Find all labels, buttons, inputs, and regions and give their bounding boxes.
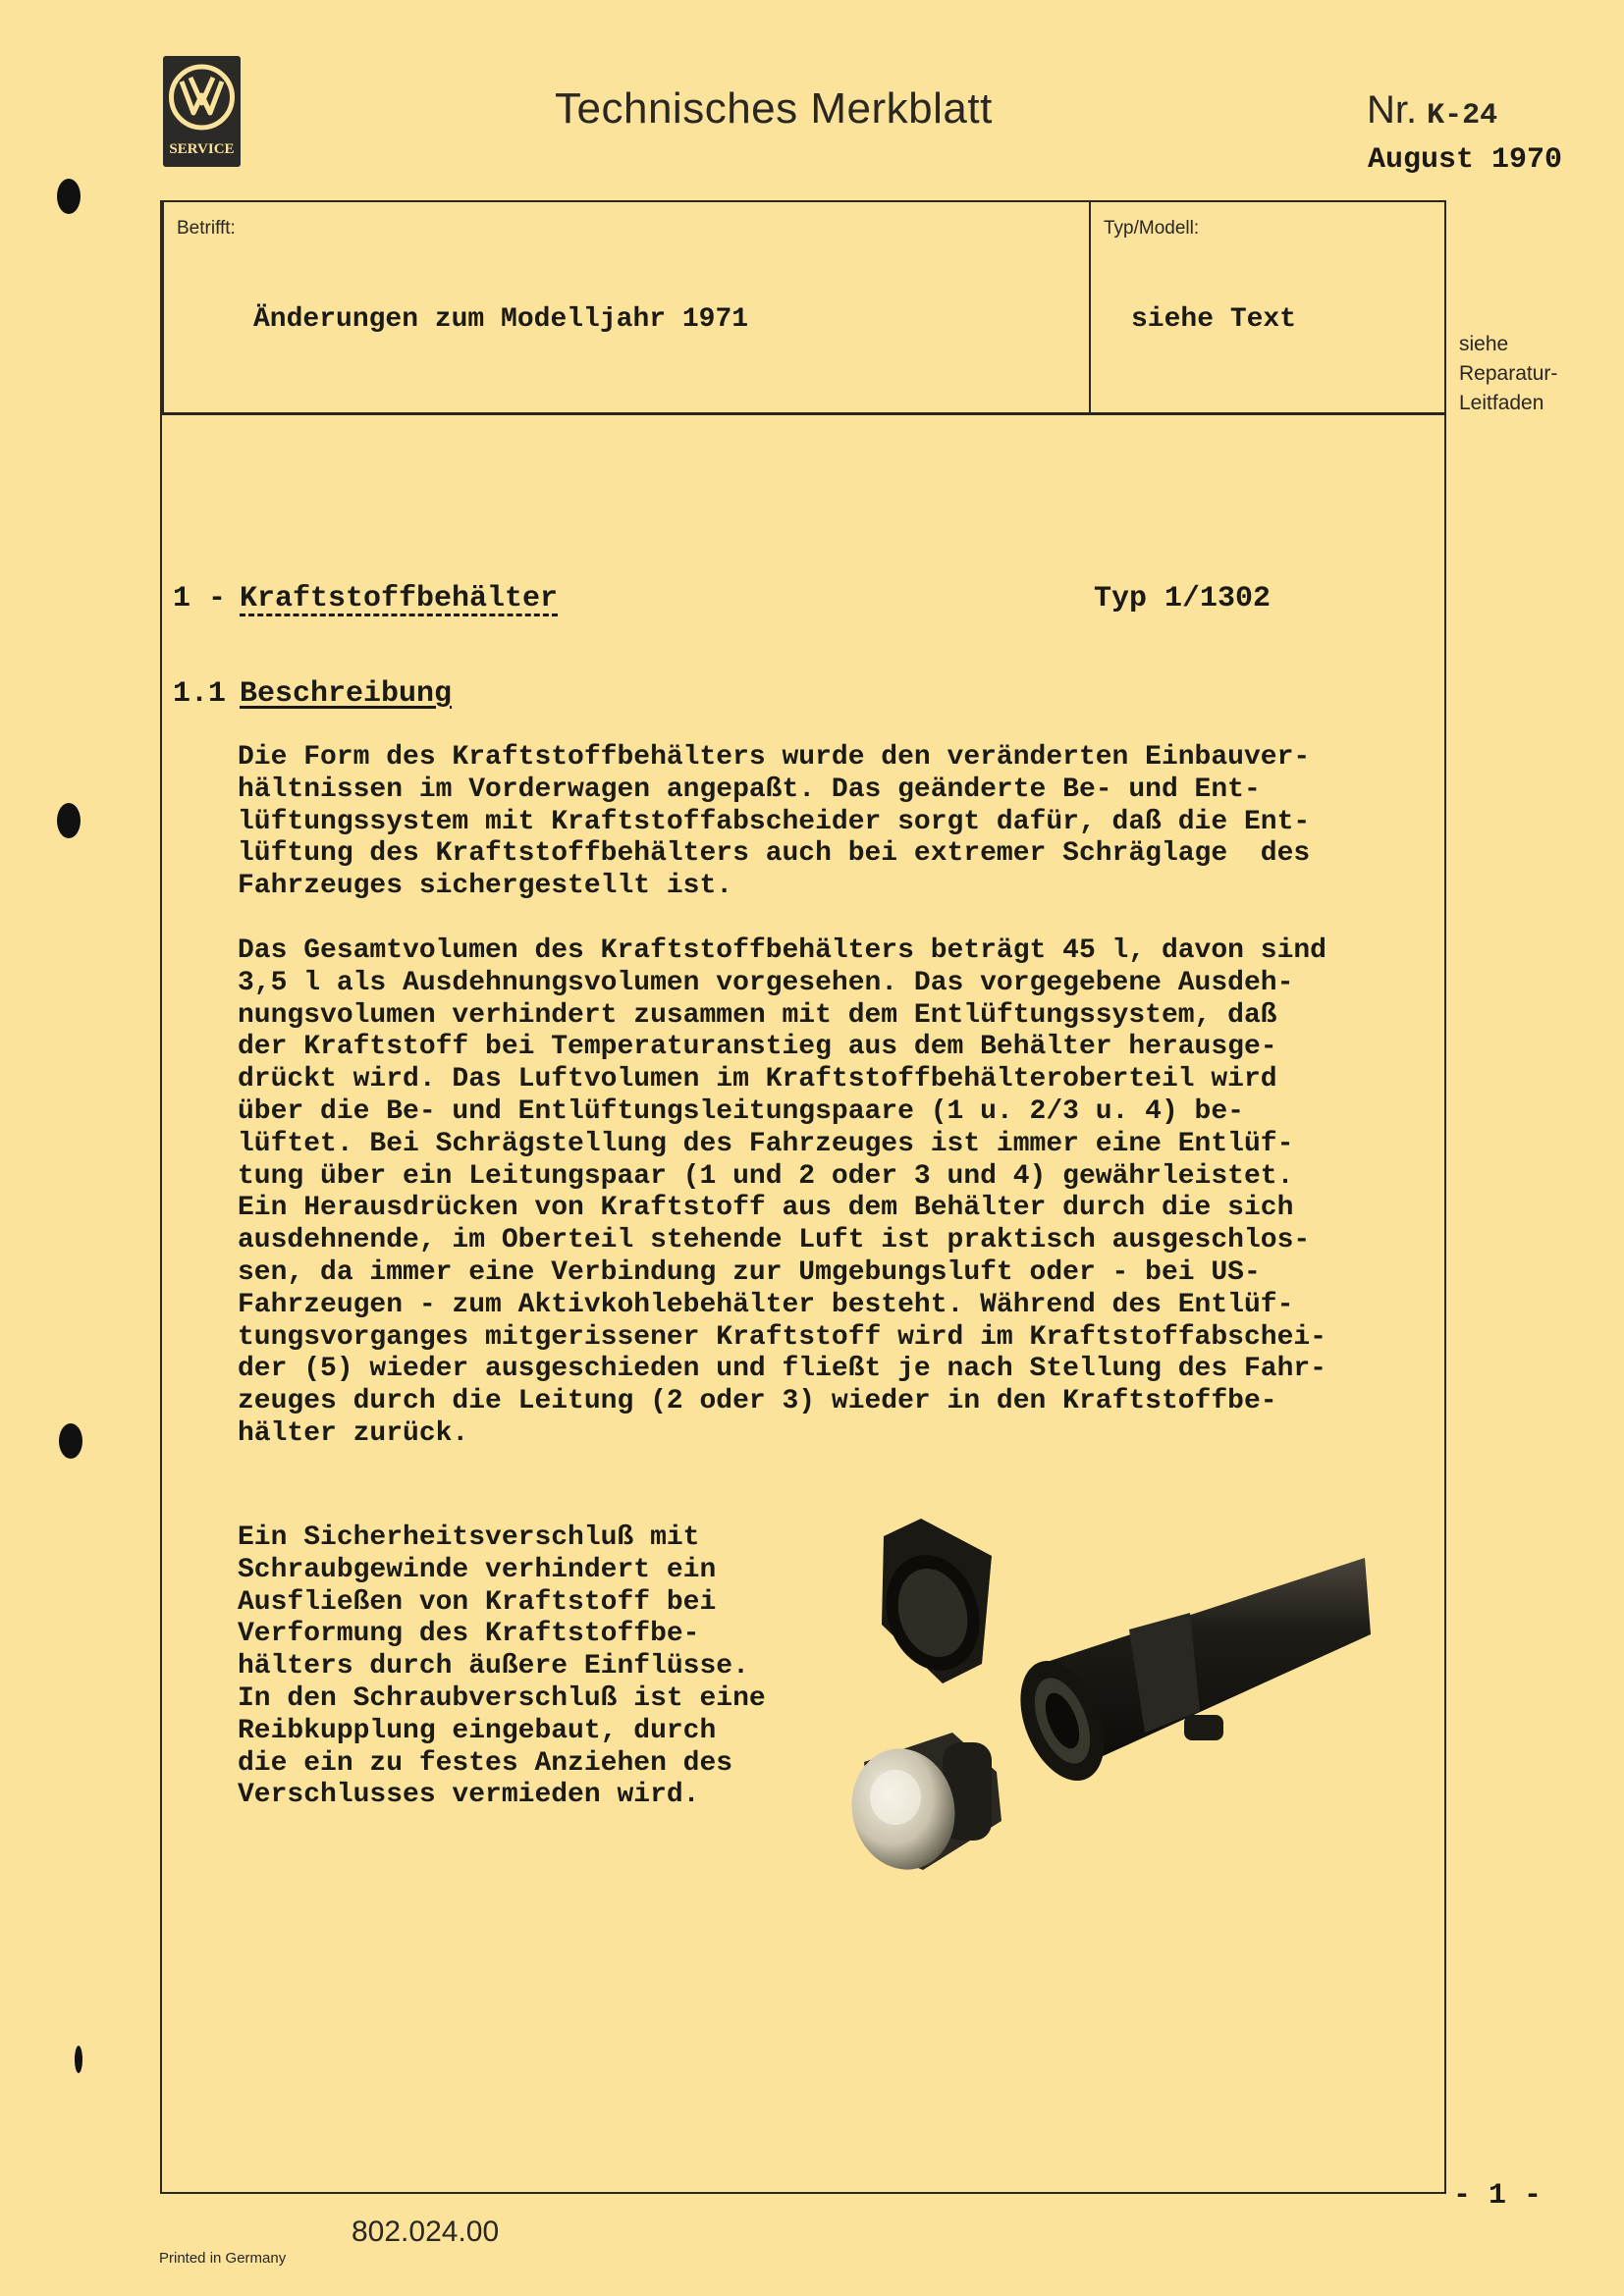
punch-hole (57, 803, 81, 838)
betrifft-label: Betrifft: (177, 218, 236, 239)
document-title: Technisches Merkblatt (555, 84, 993, 133)
nr-value: K-24 (1427, 99, 1498, 133)
print-code: 802.024.00 (352, 2216, 500, 2248)
paragraph-form: Die Form des Kraftstoffbehälters wurde den veränderten Einbauver- hältnissen im Vorderwagen angepaßt. Das geänderte Be- und Ent- lüftungssystem mit Kraftstoffabscheider sorgt dafür, daß die Ent- lüftung des Kraftstoffbehälters auch bei extremer Schräglage des Fahrzeuges sichergestellt ist. (238, 742, 1311, 902)
header-box-left-edge (162, 200, 164, 414)
section-1-number: 1 - (173, 582, 227, 615)
punch-hole (75, 2046, 82, 2073)
typ-label: Typ/Modell: (1104, 218, 1200, 239)
typ-value: siehe Text (1131, 304, 1297, 335)
page-number: - 1 - (1453, 2179, 1543, 2213)
punch-hole (59, 1423, 82, 1459)
margin-note: siehe Reparatur-Leitfaden (1459, 333, 1558, 414)
section-1-1-number: 1.1 (173, 677, 227, 711)
vw-logo (163, 56, 241, 167)
nr-label: Nr. (1367, 88, 1418, 132)
paragraph-volume: Das Gesamtvolumen des Kraftstoffbehälters beträgt 45 l, davon sind 3,5 l als Ausdehnungsvolumen vorgesehen. Das vorgegebene Ausdeh- nungsvolumen verhindert zusammen mit dem Entlüftungssystem, daß der Kraftstoff bei Temperaturanstieg aus dem Behälter herausge- drückt wird. Das Luftvolumen im Kraftstoffbehälteroberteil wird über die Be- und Entlüftungsleitungspaare (1 u. 2/3 u. 4) be- lüftet. Bei Schrägstellung des Fahrzeuges ist immer eine Entlüf- tung über ein Leitungspaar (1 und 2 oder 3 und 4) gewährleistet. Ein Herausdrücken von Kraftstoff aus dem Behälter durch die sich ausdehnende, im Oberteil stehende Luft ist praktisch ausgeschlos- sen, da immer eine Verbindung zur Umgebungsluft oder - bei US- Fahrzeugen - zum Aktivkohlebehälter besteht. Während des Entlüf- tungsvorganges mitgerissener Kraftstoff wird im Kraftstoffabschei- der (5) wieder ausgeschieden und fließt je nach Stellung des Fahr- zeuges durch die Leitung (2 oder 3) wieder in den Kraftstoffbe- hälter zurück. (238, 935, 1326, 1449)
document-date: August 1970 (1368, 143, 1563, 177)
punch-hole (57, 179, 81, 214)
header-box-vertical-divider (1089, 200, 1091, 414)
filler-neck-cap-photo (835, 1497, 1384, 1890)
logo-service-text: SERVICE (169, 141, 235, 157)
betrifft-value: Änderungen zum Modelljahr 1971 (253, 304, 749, 335)
printed-in-germany: Printed in Germany (159, 2250, 287, 2267)
header-box-divider (160, 412, 1446, 415)
vw-emblem-icon (163, 56, 241, 140)
section-1-type: Typ 1/1302 (1094, 582, 1272, 615)
paragraph-safety-cap: Ein Sicherheitsverschluß mit Schraubgewinde verhindert ein Ausfließen von Kraftstoff bei Verformung des Kraftstoffbe- hälters durch äußere Einflüsse. In den Schraubverschluß ist eine Reibkupplung eingebaut, durch die ein zu festes Anziehen des Verschlusses vermieden wird. (238, 1522, 766, 1811)
section-1-1-title: Beschreibung (240, 677, 453, 711)
document-number (1367, 88, 1497, 133)
section-1-title: Kraftstoffbehälter (240, 582, 559, 615)
